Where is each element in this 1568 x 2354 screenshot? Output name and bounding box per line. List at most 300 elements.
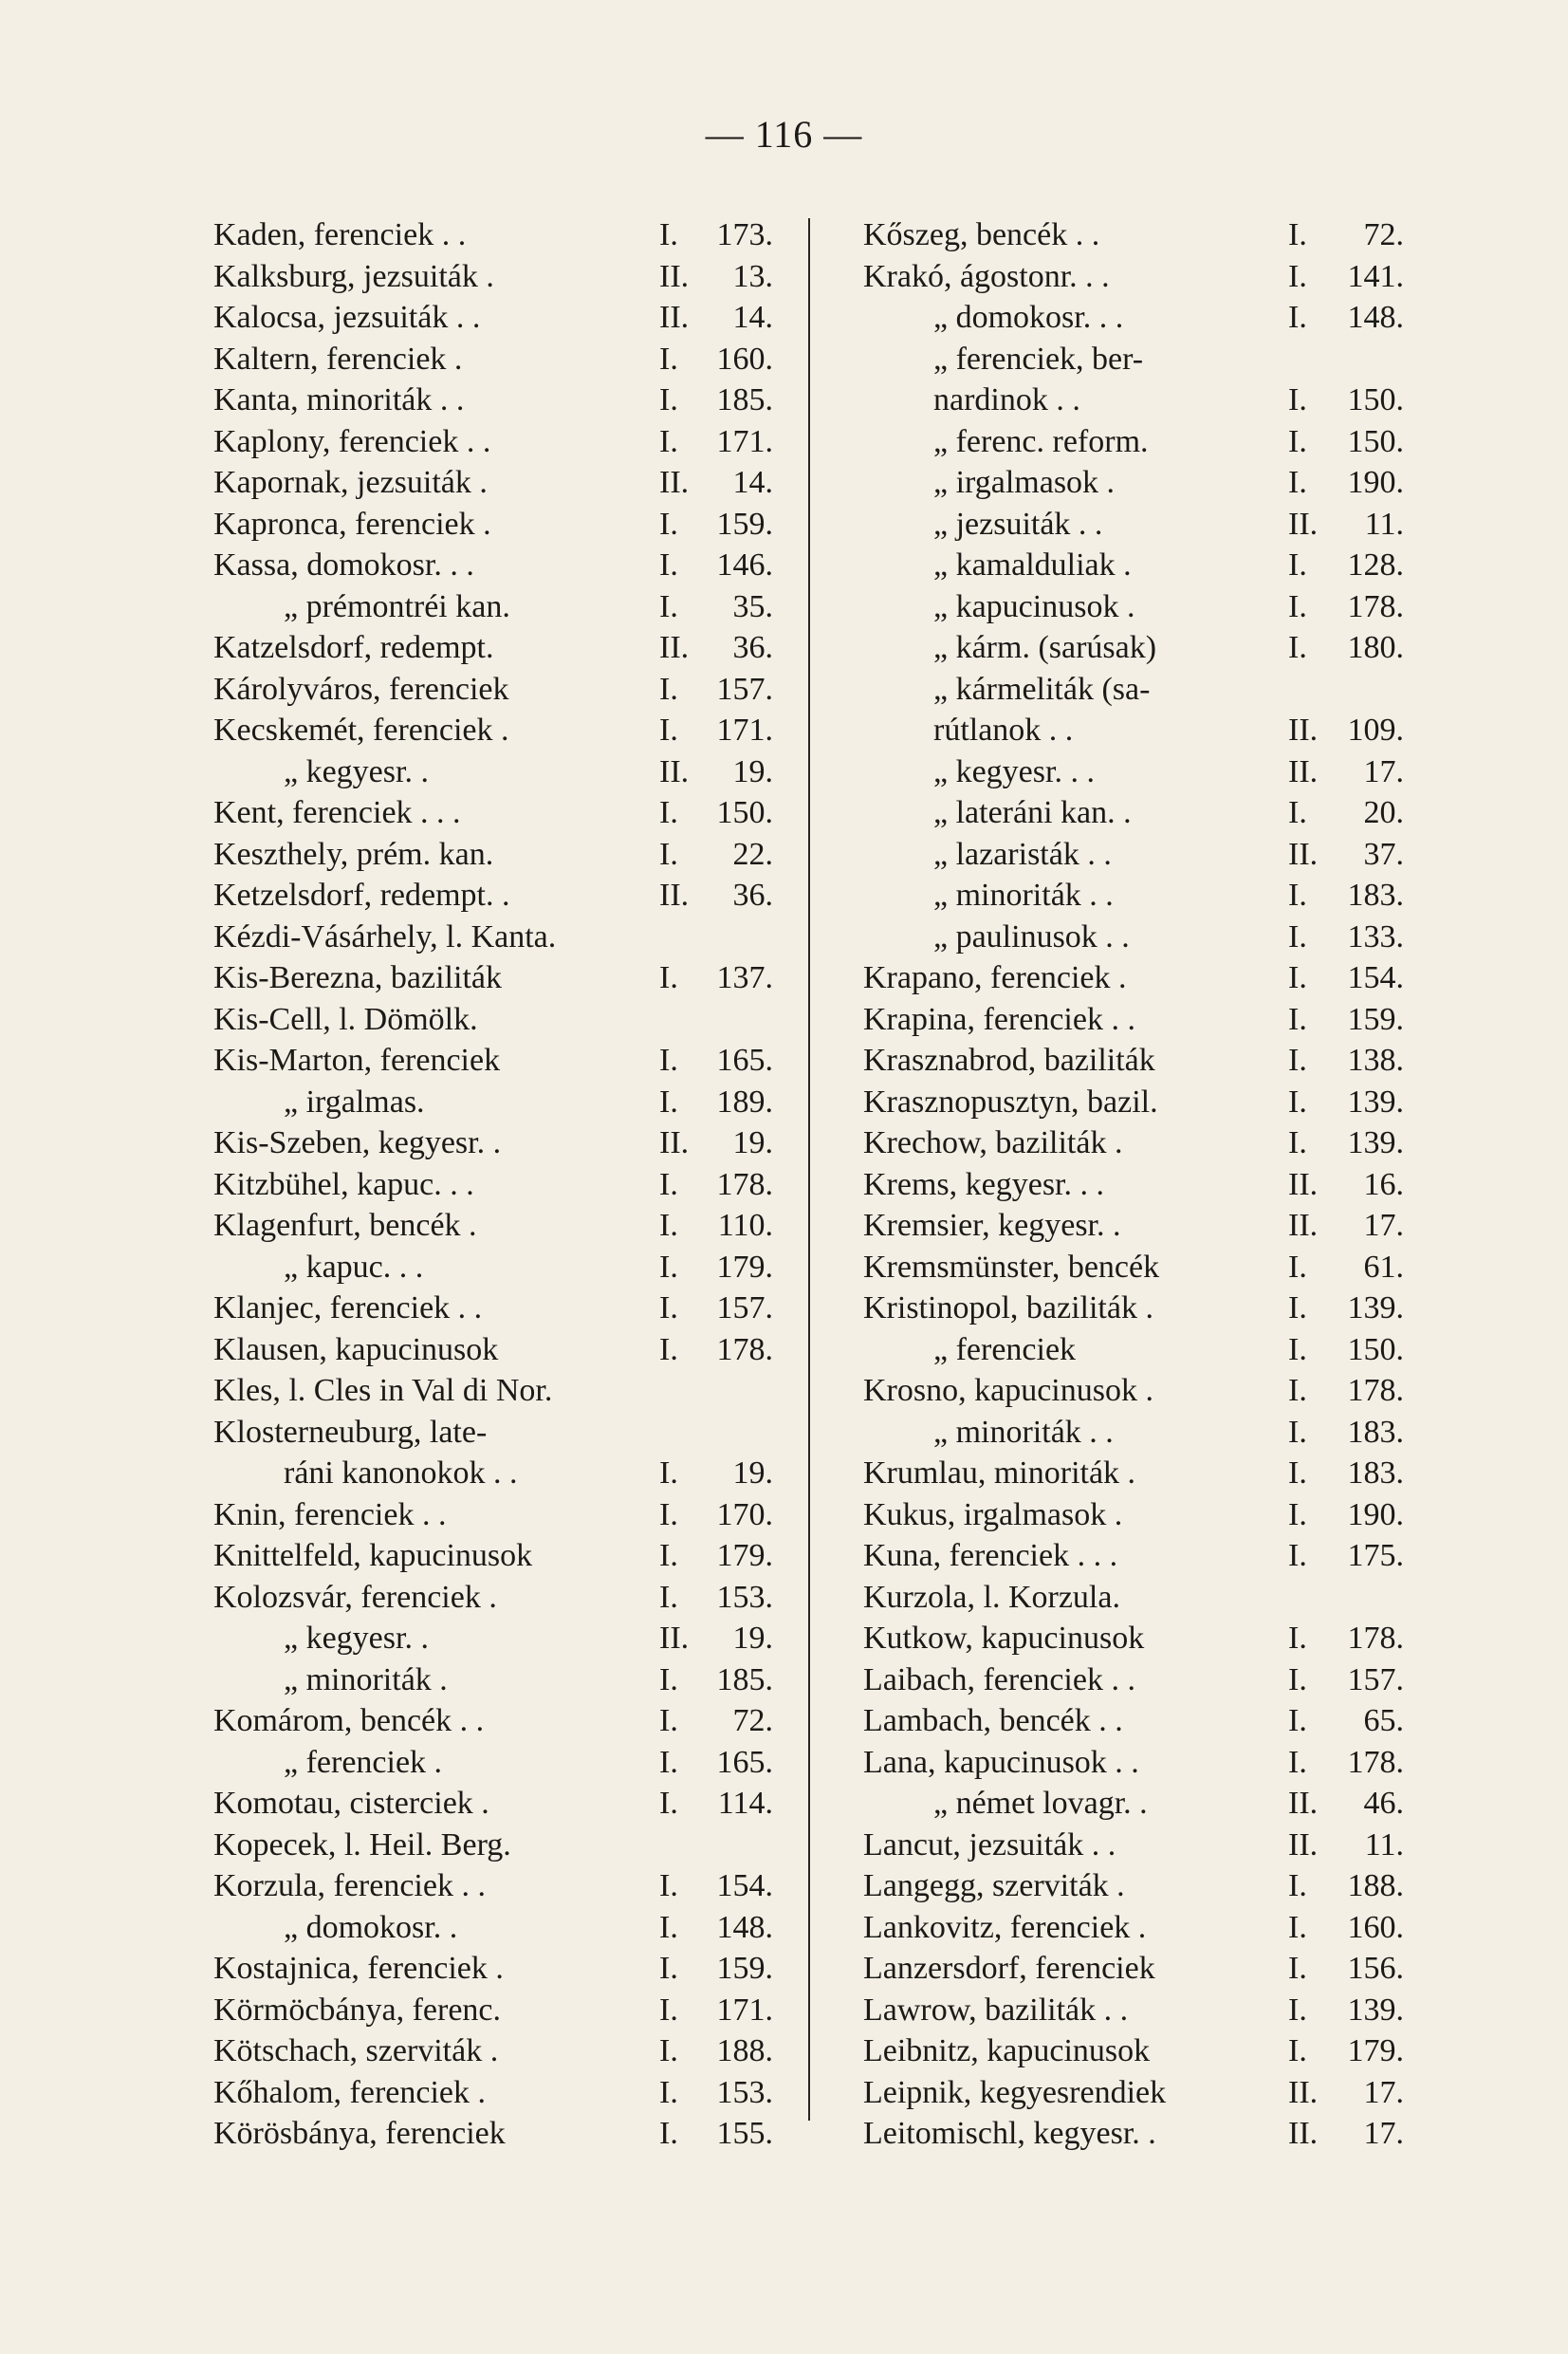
entry-name: Krosno, kapucinusok . xyxy=(863,1373,1153,1408)
entry-page: 157. xyxy=(716,671,773,707)
entry-volume: I. xyxy=(1288,1992,1307,2028)
entry-name: Leipnik, kegyesrendiek xyxy=(863,2074,1167,2110)
entry-page: 179. xyxy=(1347,2033,1404,2068)
entry-name: Kecskemét, ferenciek . xyxy=(213,713,509,748)
index-entry xyxy=(863,1907,1423,1949)
entry-volume: I. xyxy=(659,1290,678,1325)
entry-page: 190. xyxy=(1347,1496,1404,1532)
entry-volume: I. xyxy=(1288,465,1307,500)
entry-page: 139. xyxy=(1347,1084,1404,1120)
entry-volume: I. xyxy=(1288,1290,1307,1325)
entry-name: Kötschach, szerviták . xyxy=(213,2033,499,2068)
entry-page: 65. xyxy=(1363,1703,1404,1738)
entry-name: Katzelsdorf, redempt. xyxy=(213,630,494,665)
entry-name: Kapornak, jezsuiták . xyxy=(213,465,488,500)
entry-volume: II. xyxy=(1288,1208,1319,1243)
entry-page: 72. xyxy=(1363,217,1404,252)
entry-volume: II. xyxy=(659,630,690,665)
entry-page: 139. xyxy=(1347,1290,1404,1325)
entry-page: 138. xyxy=(1347,1043,1404,1078)
index-entry xyxy=(213,1825,773,1866)
entry-volume: I. xyxy=(1288,217,1307,252)
entry-name: Lankovitz, ferenciek . xyxy=(863,1909,1147,1945)
entry-page: 146. xyxy=(716,547,773,583)
index-entry xyxy=(863,1122,1423,1164)
index-entry xyxy=(863,1040,1423,1082)
entry-volume: I. xyxy=(659,1208,678,1243)
entry-page: 61. xyxy=(1363,1249,1404,1285)
entry-volume: II. xyxy=(1288,2074,1319,2110)
entry-page: 179. xyxy=(716,1538,773,1573)
entry-volume: I. xyxy=(1288,795,1307,830)
entry-volume: I. xyxy=(659,1455,678,1491)
entry-page: 165. xyxy=(716,1744,773,1780)
entry-name: Kostajnica, ferenciek . xyxy=(213,1951,504,1986)
index-entry xyxy=(863,2030,1423,2072)
entry-volume: I. xyxy=(659,506,678,542)
entry-page: 13. xyxy=(732,258,773,294)
entry-volume: I. xyxy=(1288,1043,1307,1078)
index-entry xyxy=(213,1453,773,1494)
entry-name: Krapina, ferenciek . . xyxy=(863,1001,1135,1037)
entry-volume: I. xyxy=(659,382,678,417)
index-entry xyxy=(213,957,773,999)
index-entry xyxy=(213,1990,773,2031)
entry-page: 171. xyxy=(716,1992,773,2028)
entry-volume: I. xyxy=(659,1331,678,1367)
entry-volume: I. xyxy=(1288,1331,1307,1367)
entry-name: Kent, ferenciek . . . xyxy=(213,795,461,830)
index-entry xyxy=(213,1535,773,1577)
index-entry xyxy=(213,1659,773,1701)
index-entry xyxy=(863,1535,1423,1577)
entry-name: „ minoriták . . xyxy=(933,878,1114,913)
index-entry xyxy=(213,1907,773,1949)
right-index-column xyxy=(863,214,1423,2155)
index-entry xyxy=(863,1948,1423,1990)
index-entry xyxy=(213,462,773,504)
column-divider xyxy=(808,218,810,2121)
entry-volume: I. xyxy=(659,1166,678,1202)
entry-volume: II. xyxy=(1288,1786,1319,1821)
entry-volume: I. xyxy=(659,1744,678,1780)
entry-name: Krasznopusztyn, bazil. xyxy=(863,1084,1158,1120)
entry-name: Ketzelsdorf, redempt. . xyxy=(213,878,510,913)
entry-name: „ ferenc. reform. xyxy=(933,423,1149,459)
index-entry xyxy=(213,1700,773,1742)
index-entry xyxy=(213,1288,773,1329)
entry-name: Leitomischl, kegyesr. . xyxy=(863,2116,1156,2151)
entry-name: „ irgalmasok . xyxy=(933,465,1116,500)
entry-name: Körmöcbánya, ferenc. xyxy=(213,1992,502,2028)
index-entry xyxy=(863,917,1423,958)
entry-page: 188. xyxy=(716,2033,773,2068)
index-entry xyxy=(863,1288,1423,1329)
index-entry xyxy=(863,957,1423,999)
index-entry xyxy=(863,999,1423,1041)
entry-volume: I. xyxy=(1288,1661,1307,1697)
entry-name: Klausen, kapucinusok xyxy=(213,1331,499,1367)
entry-page: 139. xyxy=(1347,1125,1404,1160)
entry-page: 183. xyxy=(1347,1414,1404,1450)
index-entry xyxy=(213,710,773,751)
entry-page: 178. xyxy=(716,1331,773,1367)
entry-name: Korzula, ferenciek . . xyxy=(213,1868,486,1903)
entry-name: „ kármeliták (sa- xyxy=(933,671,1151,707)
entry-name: rútlanok . . xyxy=(933,713,1074,748)
entry-volume: II. xyxy=(659,300,690,335)
entry-volume: I. xyxy=(1288,382,1307,417)
entry-name: Krumlau, minoriták . xyxy=(863,1455,1136,1491)
entry-page: 157. xyxy=(716,1290,773,1325)
entry-name: Károlyváros, ferenciek xyxy=(213,671,509,707)
index-entry xyxy=(213,1742,773,1784)
index-entry xyxy=(213,627,773,669)
entry-page: 188. xyxy=(1347,1868,1404,1903)
index-entry xyxy=(213,2030,773,2072)
entry-volume: II. xyxy=(659,878,690,913)
entry-volume: I. xyxy=(659,1786,678,1821)
index-entry xyxy=(863,214,1423,256)
entry-name: Kutkow, kapucinusok xyxy=(863,1621,1145,1656)
entry-name: Kristinopol, baziliták . xyxy=(863,1290,1153,1325)
index-entry xyxy=(213,1164,773,1206)
index-entry xyxy=(863,297,1423,339)
entry-page: 11. xyxy=(1364,506,1404,542)
entry-name: „ kegyesr. . . xyxy=(933,753,1095,789)
entry-volume: I. xyxy=(1288,588,1307,624)
entry-page: 153. xyxy=(716,2074,773,2110)
entry-volume: II. xyxy=(659,1125,690,1160)
entry-volume: I. xyxy=(659,1496,678,1532)
index-entry xyxy=(213,751,773,793)
entry-name: „ minoriták . . xyxy=(933,1414,1114,1450)
index-entry xyxy=(863,545,1423,586)
entry-page: 170. xyxy=(716,1496,773,1532)
index-entry xyxy=(213,214,773,256)
index-entry xyxy=(213,1618,773,1659)
entry-volume: I. xyxy=(659,795,678,830)
entry-name: Kalksburg, jezsuiták . xyxy=(213,258,494,294)
entry-page: 133. xyxy=(1347,918,1404,955)
entry-volume: I. xyxy=(659,1703,678,1738)
entry-page: 139. xyxy=(1347,1992,1404,2028)
entry-volume: II. xyxy=(1288,713,1319,748)
entry-name: Kopecek, l. Heil. Berg. xyxy=(213,1826,511,1863)
entry-name: Kles, l. Cles in Val di Nor. xyxy=(213,1373,553,1408)
entry-page: 37. xyxy=(1363,836,1404,872)
index-entry xyxy=(863,2072,1423,2114)
index-entry xyxy=(863,1370,1423,1412)
index-entry xyxy=(213,297,773,339)
entry-name: Knittelfeld, kapucinusok xyxy=(213,1538,533,1573)
entry-volume: I. xyxy=(1288,1909,1307,1945)
entry-volume: I. xyxy=(1288,1744,1307,1780)
entry-name: Krakó, ágostonr. . . xyxy=(863,258,1110,294)
entry-name: Leibnitz, kapucinusok xyxy=(863,2033,1151,2068)
index-entry xyxy=(213,1122,773,1164)
entry-volume: I. xyxy=(659,1909,678,1945)
entry-name: Kis-Marton, ferenciek xyxy=(213,1043,501,1078)
index-entry xyxy=(213,2072,773,2114)
entry-page: 19. xyxy=(732,1455,773,1491)
entry-volume: I. xyxy=(1288,1455,1307,1491)
entry-page: 154. xyxy=(1347,960,1404,995)
entry-name: Kanta, minoriták . . xyxy=(213,382,465,417)
entry-name: „ domokosr. . . xyxy=(933,300,1124,335)
entry-name: Kaltern, ferenciek . xyxy=(213,341,463,377)
index-entry xyxy=(213,545,773,586)
entry-name: Kremsmünster, bencék xyxy=(863,1249,1160,1285)
index-entry xyxy=(863,1742,1423,1784)
entry-name: „ német lovagr. . xyxy=(933,1786,1148,1821)
entry-page: 17. xyxy=(1363,753,1404,789)
entry-page: 150. xyxy=(1347,382,1404,417)
entry-page: 17. xyxy=(1363,1208,1404,1243)
entry-volume: I. xyxy=(659,217,678,252)
entry-volume: II. xyxy=(659,753,690,789)
entry-name: Kitzbühel, kapuc. . . xyxy=(213,1166,474,1202)
index-entry xyxy=(863,1577,1423,1619)
index-entry xyxy=(863,710,1423,751)
entry-name: „ ferenciek . xyxy=(284,1744,443,1780)
index-entry xyxy=(213,1082,773,1123)
entry-name: Kis-Cell, l. Dömölk. xyxy=(213,1001,478,1037)
entry-page: 159. xyxy=(716,506,773,542)
entry-page: 160. xyxy=(1347,1909,1404,1945)
entry-volume: I. xyxy=(1288,300,1307,335)
entry-volume: I. xyxy=(659,1043,678,1078)
entry-volume: I. xyxy=(1288,1496,1307,1532)
entry-page: 19. xyxy=(732,1621,773,1656)
entry-name: nardinok . . xyxy=(933,382,1080,417)
entry-name: „ ferenciek, ber- xyxy=(933,341,1144,377)
entry-volume: I. xyxy=(659,836,678,872)
index-entry xyxy=(213,586,773,628)
entry-page: 190. xyxy=(1347,465,1404,500)
entry-name: „ kapuc. . . xyxy=(284,1249,424,1285)
entry-page: 20. xyxy=(1363,795,1404,830)
index-entry xyxy=(213,1783,773,1825)
entry-name: Lambach, bencék . . xyxy=(863,1703,1123,1738)
entry-name: „ irgalmas. xyxy=(284,1084,425,1120)
entry-name: Krechow, baziliták . xyxy=(863,1125,1123,1160)
entry-page: 16. xyxy=(1363,1166,1404,1202)
index-entry xyxy=(213,421,773,463)
entry-page: 173. xyxy=(716,217,773,252)
entry-name: „ prémontréi kan. xyxy=(284,588,510,624)
entry-name: Kolozsvár, ferenciek . xyxy=(213,1579,497,1615)
index-entry xyxy=(863,875,1423,917)
entry-page: 17. xyxy=(1363,2116,1404,2151)
entry-name: Körösbánya, ferenciek xyxy=(213,2116,506,2151)
entry-volume: I. xyxy=(1288,878,1307,913)
index-entry xyxy=(863,834,1423,876)
index-entry xyxy=(863,1865,1423,1907)
entry-page: 150. xyxy=(1347,1331,1404,1367)
index-entry xyxy=(863,1990,1423,2031)
entry-volume: I. xyxy=(1288,1951,1307,1986)
entry-name: Krapano, ferenciek . xyxy=(863,960,1127,995)
entry-page: 153. xyxy=(716,1579,773,1615)
entry-volume: I. xyxy=(659,547,678,583)
entry-volume: I. xyxy=(659,1661,678,1697)
index-entry xyxy=(213,999,773,1041)
index-entry xyxy=(863,421,1423,463)
entry-page: 185. xyxy=(716,1661,773,1697)
entry-volume: II. xyxy=(1288,753,1319,789)
entry-name: „ jezsuiták . . xyxy=(933,506,1103,542)
entry-volume: I. xyxy=(1288,960,1307,995)
index-entry xyxy=(863,1205,1423,1247)
entry-page: 36. xyxy=(732,878,773,913)
entry-page: 180. xyxy=(1347,630,1404,665)
entry-page: 148. xyxy=(716,1909,773,1945)
entry-name: Knin, ferenciek . . xyxy=(213,1496,447,1532)
entry-name: „ kárm. (sarúsak) xyxy=(933,630,1157,665)
entry-volume: I. xyxy=(659,2074,678,2110)
entry-name: Kukus, irgalmasok . xyxy=(863,1496,1123,1532)
index-entry xyxy=(863,1618,1423,1659)
index-entry xyxy=(863,751,1423,793)
entry-name: Krasznabrod, baziliták xyxy=(863,1043,1155,1078)
index-entry xyxy=(213,504,773,546)
entry-name: Lana, kapucinusok . . xyxy=(863,1744,1139,1780)
entry-volume: I. xyxy=(659,423,678,459)
entry-name: Kaden, ferenciek . . xyxy=(213,217,467,252)
index-entry xyxy=(863,1494,1423,1536)
entry-name: Lawrow, baziliták . . xyxy=(863,1992,1129,2028)
entry-volume: I. xyxy=(659,960,678,995)
entry-name: Kis-Szeben, kegyesr. . xyxy=(213,1125,502,1160)
entry-page: 128. xyxy=(1347,547,1404,583)
entry-name: Komárom, bencék . . xyxy=(213,1703,485,1738)
index-entry xyxy=(863,1659,1423,1701)
entry-volume: I. xyxy=(1288,1868,1307,1903)
entry-volume: I. xyxy=(1288,1373,1307,1408)
entry-page: 14. xyxy=(732,300,773,335)
index-entry xyxy=(863,792,1423,834)
entry-page: 35. xyxy=(732,588,773,624)
entry-page: 154. xyxy=(716,1868,773,1903)
index-entry xyxy=(213,669,773,711)
entry-name: „ minoriták . xyxy=(284,1661,448,1697)
entry-page: 150. xyxy=(716,795,773,830)
entry-page: 156. xyxy=(1347,1951,1404,1986)
entry-page: 165. xyxy=(716,1043,773,1078)
index-entry xyxy=(863,1783,1423,1825)
index-entry xyxy=(213,1948,773,1990)
entry-page: 72. xyxy=(732,1703,773,1738)
entry-volume: II. xyxy=(1288,836,1319,872)
index-entry xyxy=(213,2113,773,2155)
entry-page: 159. xyxy=(716,1951,773,1986)
entry-name: „ kapucinusok . xyxy=(933,588,1135,624)
entry-volume: I. xyxy=(659,1538,678,1573)
entry-page: 178. xyxy=(1347,1621,1404,1656)
entry-name: Komotau, cisterciek . xyxy=(213,1786,489,1821)
entry-volume: I. xyxy=(1288,423,1307,459)
index-entry xyxy=(863,339,1423,380)
entry-name: Keszthely, prém. kan. xyxy=(213,836,494,872)
index-entry xyxy=(213,1205,773,1247)
entry-name: „ lateráni kan. . xyxy=(933,795,1132,830)
index-entry xyxy=(863,1412,1423,1454)
entry-page: 155. xyxy=(716,2116,773,2151)
entry-page: 137. xyxy=(716,960,773,995)
entry-volume: I. xyxy=(1288,1621,1307,1656)
index-entry xyxy=(863,504,1423,546)
index-entry xyxy=(213,792,773,834)
entry-volume: I. xyxy=(659,341,678,377)
entry-page: 178. xyxy=(1347,1373,1404,1408)
entry-volume: II. xyxy=(659,1621,690,1656)
entry-page: 159. xyxy=(1347,1001,1404,1037)
entry-name: „ kegyesr. . xyxy=(284,753,429,789)
index-entry xyxy=(213,875,773,917)
entry-name: Kis-Berezna, baziliták xyxy=(213,960,502,995)
entry-volume: I. xyxy=(1288,1538,1307,1573)
index-entry xyxy=(213,1329,773,1371)
index-entry xyxy=(213,917,773,958)
index-entry xyxy=(213,1865,773,1907)
entry-volume: I. xyxy=(659,1084,678,1120)
entry-volume: I. xyxy=(659,1992,678,2028)
index-entry xyxy=(863,1329,1423,1371)
index-entry xyxy=(863,2113,1423,2155)
entry-volume: II. xyxy=(1288,1826,1319,1863)
entry-name: Kőhalom, ferenciek . xyxy=(213,2074,486,2110)
entry-page: 17. xyxy=(1363,2074,1404,2110)
entry-page: 178. xyxy=(1347,1744,1404,1780)
index-entry xyxy=(863,627,1423,669)
entry-volume: I. xyxy=(659,2033,678,2068)
entry-volume: I. xyxy=(1288,1703,1307,1738)
index-entry xyxy=(213,1040,773,1082)
index-entry xyxy=(863,1453,1423,1494)
entry-page: 19. xyxy=(732,1125,773,1160)
entry-page: 141. xyxy=(1347,258,1404,294)
entry-page: 185. xyxy=(716,382,773,417)
entry-name: Lancut, jezsuiták . . xyxy=(863,1826,1116,1863)
index-entry xyxy=(863,586,1423,628)
entry-page: 150. xyxy=(1347,423,1404,459)
index-entry xyxy=(863,380,1423,421)
entry-page: 46. xyxy=(1363,1786,1404,1821)
entry-page: 157. xyxy=(1347,1661,1404,1697)
entry-name: Kőszeg, bencék . . xyxy=(863,217,1100,252)
entry-name: Kaplony, ferenciek . . xyxy=(213,423,491,459)
entry-page: 148. xyxy=(1347,300,1404,335)
index-entry xyxy=(863,669,1423,711)
index-entry xyxy=(213,256,773,298)
entry-name: Kuna, ferenciek . . . xyxy=(863,1538,1118,1573)
entry-volume: I. xyxy=(659,1868,678,1903)
entry-volume: II. xyxy=(1288,506,1319,542)
entry-volume: I. xyxy=(1288,1249,1307,1285)
index-entry xyxy=(213,339,773,380)
index-entry xyxy=(213,1494,773,1536)
entry-name: Krems, kegyesr. . . xyxy=(863,1166,1105,1202)
entry-name: Lanzersdorf, ferenciek xyxy=(863,1951,1155,1986)
entry-page: 22. xyxy=(732,836,773,872)
index-entry xyxy=(213,380,773,421)
index-entry xyxy=(213,1577,773,1619)
entry-page: 36. xyxy=(732,630,773,665)
entry-name: „ ferenciek xyxy=(933,1331,1077,1367)
entry-page: 114. xyxy=(717,1786,773,1821)
entry-name: Klosterneuburg, late- xyxy=(213,1414,488,1450)
